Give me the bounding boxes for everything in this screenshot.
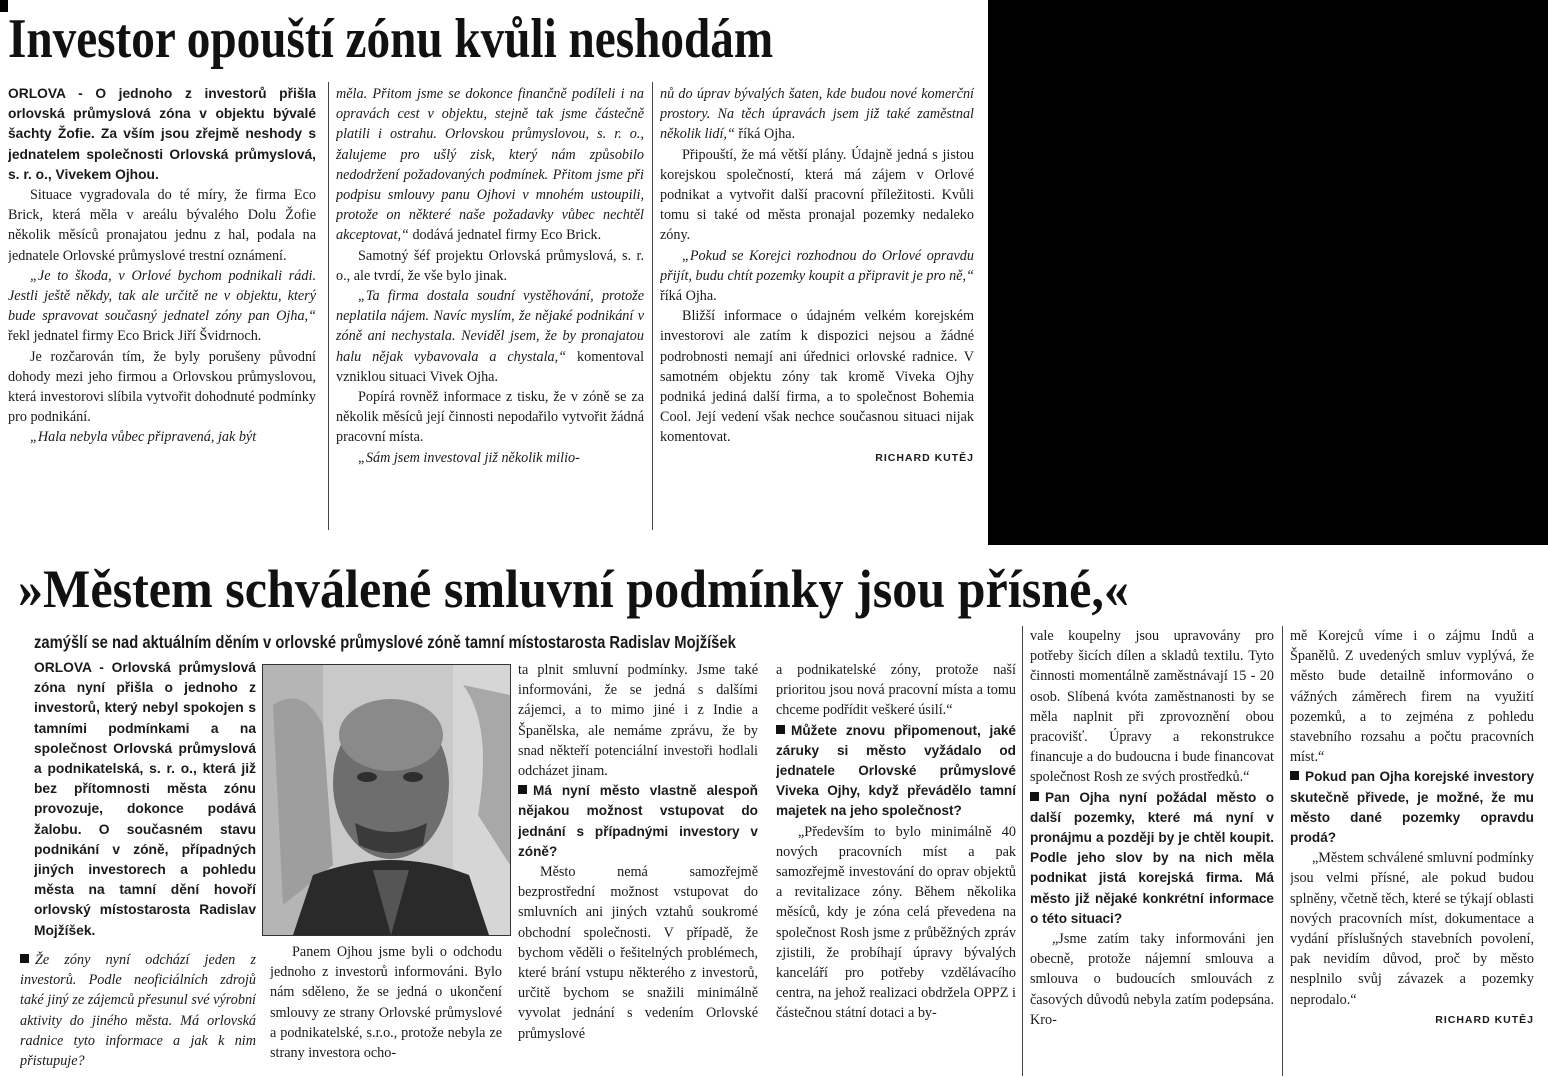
a1c2-p1: [336, 84, 644, 246]
a2c4-p1: a podnikatelské zóny, protože naší prioritou jsou nová pracovní místa a tomu chceme podřídit veškeré úsilí.“: [776, 662, 1016, 719]
a1c3-attr2: říká Ojha.: [660, 288, 717, 305]
portrait-photo: [262, 664, 511, 936]
a1c3-attr1: říká Ojha.: [734, 126, 796, 143]
a1c2-p4: Popírá rovněž informace z tisku, že v zóně se za několik měsíců její činnosti nepodařilo vytvořit žádná pracovní místa.: [336, 389, 644, 446]
square-bullet-icon: [20, 954, 29, 963]
a1c2-quote2: „Ta firma dostala soudní vystěhování, protože neplatila nájem. Navíc myslím, že nějaké podnikání v zóně ani nechystala. Neviděl jsem, že by pronajatou halu nějak vybavovala a chystala,“: [336, 288, 644, 365]
a1c2-p2: Samotný šéf projektu Orlovská průmyslová, s. r. o., ale tvrdí, že vše bylo jinak.: [336, 247, 644, 284]
a2c3-p2: Město nemá samozřejmě bezprostřední možnost vstupovat do smluvních ani jiných vztahů soukromé obchodní společnosti. V případě, že bychom věděli o řešitelných problémech, které brání vstupu některého z investorů, určitě bychom se snažili minimálně vyvolat jednání s vedením Orlovské průmyslové: [518, 864, 758, 1042]
black-mask-top-right: [988, 0, 1548, 545]
a1c1-attr1: řekl jednatel firmy Eco Brick Jiří Švidrnoch.: [8, 328, 262, 345]
a2-q1: [20, 950, 256, 1071]
portrait-photo-svg: [263, 665, 510, 935]
article1-col2: [336, 84, 644, 529]
article2-col4: [776, 660, 1016, 1075]
article2-col3: [518, 660, 758, 1075]
a2-q4: [1030, 788, 1274, 929]
a2-q2: [518, 781, 758, 862]
black-mask-top-left-strip: [0, 0, 8, 12]
a1c3-p2: Připouští, že má větší plány. Údajně jedná s jistou korejskou společností, která má zájem v Orlové podnikat a vytvořit další pracovní příležitosti. Kvůli tomu si také od města pronajal pozemky nedaleko zóny.: [660, 146, 974, 244]
article1-col1: [8, 84, 316, 529]
article2-col2: [270, 942, 502, 1075]
article2-signature: RICHARD KUTĚJ: [1435, 1013, 1534, 1026]
square-bullet-icon: [518, 785, 527, 794]
a2-q4-text: Pan Ojha nyní požádal město o další pozemky, které má nyní v pronájmu a později by je chtěl koupit. Podle jeho slov by na nich měla podnikat jistá korejská firma. Má město již nějaké konkrétní informace o této situaci?: [1030, 789, 1274, 926]
a2-q1-text: Že zóny nyní odchází jeden z investorů. Podle neoficiálních zdrojů také jiný ze zájemců přesunul své výrobní aktivity do jiného města. Má orlovská radnice tyto informace a jak k nim přistupuje?: [20, 952, 256, 1070]
article1-headline: Investor opouští zónu kvůli neshodám: [8, 8, 774, 70]
article1-col3: [660, 84, 974, 529]
a1c3-quote2: „Pokud se Korejci rozhodnou do Orlové opravdu přijít, budu chtít pozemky koupit a připravit je pro ně,“: [660, 247, 974, 284]
a1c1-p2: [8, 266, 316, 347]
square-bullet-icon: [1290, 771, 1299, 780]
article2-col6: [1290, 626, 1534, 1075]
a2c5-p1: vale koupelny jsou upravovány pro potřeby šicích dílen a skladů textilu. Tyto činnosti momentálně zaměstnávají 15 - 20 osob. Slíbená kvóta zaměstnanosti by se měla naplnit při zprovoznění obou pracovišť. Úpravy a rekonstrukce financuje a do budoucna i bude financovat společnost Rosh ze svých prostředků.“: [1030, 628, 1274, 786]
a1c1-p1: Situace vygradovala do té míry, že firma Eco Brick, která měla v areálu bývalého Dolu Žofie několik měsíců pronajatou jednu z hal, podala na jednatele Orlovské průmyslové trestní oznámení.: [8, 187, 316, 264]
article2-divider-4: [1022, 626, 1023, 1076]
a2c5-p2: „Jsme zatím taky informováni jen obecně, protože nájemní smlouva a smlouva o budoucích smlouvách z časových důvodů nebyla zatím podepsána. Kro-: [1030, 931, 1274, 1028]
article1-signature: RICHARD KUTĚJ: [875, 451, 974, 464]
article2-lead: ORLOVA - Orlovská průmyslová zóna nyní přišla o jednoho z investorů, který nebyl spokojen s tamními podmínkami a na společnost Orlovská průmyslová a podnikatelská, s. r. o., která již bez přítomnosti města zónu provozuje, dokonce podává žalobu. O současném stavu podnikání v zóně, případných jiných investorech a pohledu města na tamní dění hovoří orlovský místostarosta Radislav Mojžíšek.: [34, 660, 256, 938]
square-bullet-icon: [776, 725, 785, 734]
a1c1-p3: Je rozčarován tím, že byly porušeny původní dohody mezi jeho firmou a Orlovskou průmyslovou, která investorovi slíbila vytvořit dohodnuté podmínky pro podnikání.: [8, 348, 316, 426]
article1-divider-2: [652, 82, 653, 530]
a1c3-p1: [660, 84, 974, 145]
a2-q3: [776, 721, 1016, 822]
a2-q2-text: Má nyní město vlastně alespoň nějakou možnost vstupovat do jednání s případnými investory v zóně?: [518, 783, 758, 859]
a1c3-quote1: nů do úprav bývalých šaten, kde budou nové komerční prostory. Na těch úpravách jsem již také zaměstnal několik lidí,“: [660, 86, 974, 143]
a1c2-attr1: dodává jednatel firmy Eco Brick.: [408, 227, 602, 244]
a2c2-p1: Panem Ojhou jsme byli o odchodu jednoho z investorů informováni. Bylo nám sděleno, že se jedná o ukončení smlouvy ze strany Orlovské průmyslové a podnikatelské, s.r.o., protože nebyla ze strany investora ocho-: [270, 944, 502, 1062]
article1-lead: ORLOVA - O jednoho z investorů přišla orlovská průmyslová zóna v objektu bývalé šachty Žofie. Za vším jsou zřejmě neshody s jednatelem společnosti Orlovská průmyslová, s. r. o., Vivekem Ojhou.: [8, 86, 316, 182]
a1c1-p4: „Hala nebyla vůbec připravená, jak být: [30, 429, 257, 446]
article1-divider-1: [328, 82, 329, 530]
a2c4-p2: „Především to bylo minimálně 40 nových pracovních míst a pak samozřejmě investování do oprav objektů a revitalizace zóny. Během několika měsíců, kdy je zóna celá převedena na společnost Rosh jsme z průběžných zpráv zjistili, že probíhají úpravy bývalých kanceláří pro potřeby vzdělávacího centra, na jehož realizaci obdržela OPPZ i částečnou státní dotaci a by-: [776, 823, 1016, 1022]
a1c2-quote1: měla. Přitom jsme se dokonce finančně podíleli i na opravách cest v objektu, stejně tak jsme částečně platili i ostrahu. Orlovskou průmyslovou, s. r. o., žalujeme pro ušlý zisk, který nám způsobilo nedodržení požadovaných podmínek. Přitom jsme při podpisu smlouvy panu Ojhovi v mnohém ustoupili, protože on některé naše požadavky vůbec nechtěl akceptovat,“: [336, 86, 644, 244]
a2c6-p1: mě Korejců víme i o zájmu Indů a Španělů. Z uvedených smluv vyplývá, že město bude detailně informováno o vážných záměrech firem na využití pozemků, a to zejména z pohledu stavebního rozsahu a počtu pracovních míst.“: [1290, 628, 1534, 766]
square-bullet-icon: [1030, 792, 1039, 801]
a1c3-p4: Bližší informace o údajném velkém korejském investorovi ale zatím k dispozici nejsou a žádné podrobnosti nemají ani úřednici orlovské radnice. V samotném objektu zóny tak kromě Viveka Ojhy podniká jediná další firma, a to společnost Bohemia Cool. Její vedení však nechce současnou situaci nijak komentovat.: [660, 308, 974, 446]
article2-headline: »Městem schválené smluvní podmínky jsou přísné,«: [18, 559, 1129, 619]
a2-q5-text: Pokud pan Ojha korejské investory skutečně přivede, je možné, že mu město dané pozemky opravdu prodá?: [1290, 769, 1534, 846]
article2-divider-5: [1282, 626, 1283, 1076]
a2c3-p1: ta plnit smluvní podmínky. Jsme také informováni, že se jedná s dalšími zájemci, a to mimo jiné i z Indie a Španělska, ale nemáme zprávu, že by snad někteří potenciální investoři hodlali odcházet jinam.: [518, 662, 758, 780]
a1c2-attr2: komentoval vzniklou situaci Vivek Ojha.: [336, 348, 644, 385]
article2-col1-q1: [20, 950, 256, 1075]
a2-q5: [1290, 767, 1534, 848]
a2c6-p2: „Městem schválené smluvní podmínky jsou velmi přísné, ale pokud budou splněny, včetně těch, které se týkají oblasti nových pracovních míst, dokumentace a vydání příslušných stavebních povolení, pak nevidím důvod, proč by město nesplnilo svůj závazek a pozemky neprodalo.“: [1290, 850, 1534, 1008]
article2-col1: [34, 658, 256, 948]
a1c2-p5: „Sám jsem investoval již několik milio-: [358, 449, 580, 466]
article2-col5: [1030, 626, 1274, 1075]
a2-q3-text: Můžete znovu připomenout, jaké záruky si město vyžádalo od jednatele Orlovské průmyslové Viveka Ojhy, když převádělo tamní majetek na jeho společnost?: [776, 722, 1016, 819]
a1c1-quote1: „Je to škoda, v Orlové bychom podnikali rádi. Jestli ještě někdy, tak ale určitě ne v objektu, který bude spravovat současný jednatel zóny pan Ojha,“: [8, 267, 316, 325]
a1c3-p3: [660, 246, 974, 307]
article2-subheadline: zamýšlí se nad aktuálním děním v orlovské průmyslové zóně tamní místostarosta Radislav Mojžíšek: [34, 632, 736, 652]
a1c2-p3: [336, 286, 644, 387]
